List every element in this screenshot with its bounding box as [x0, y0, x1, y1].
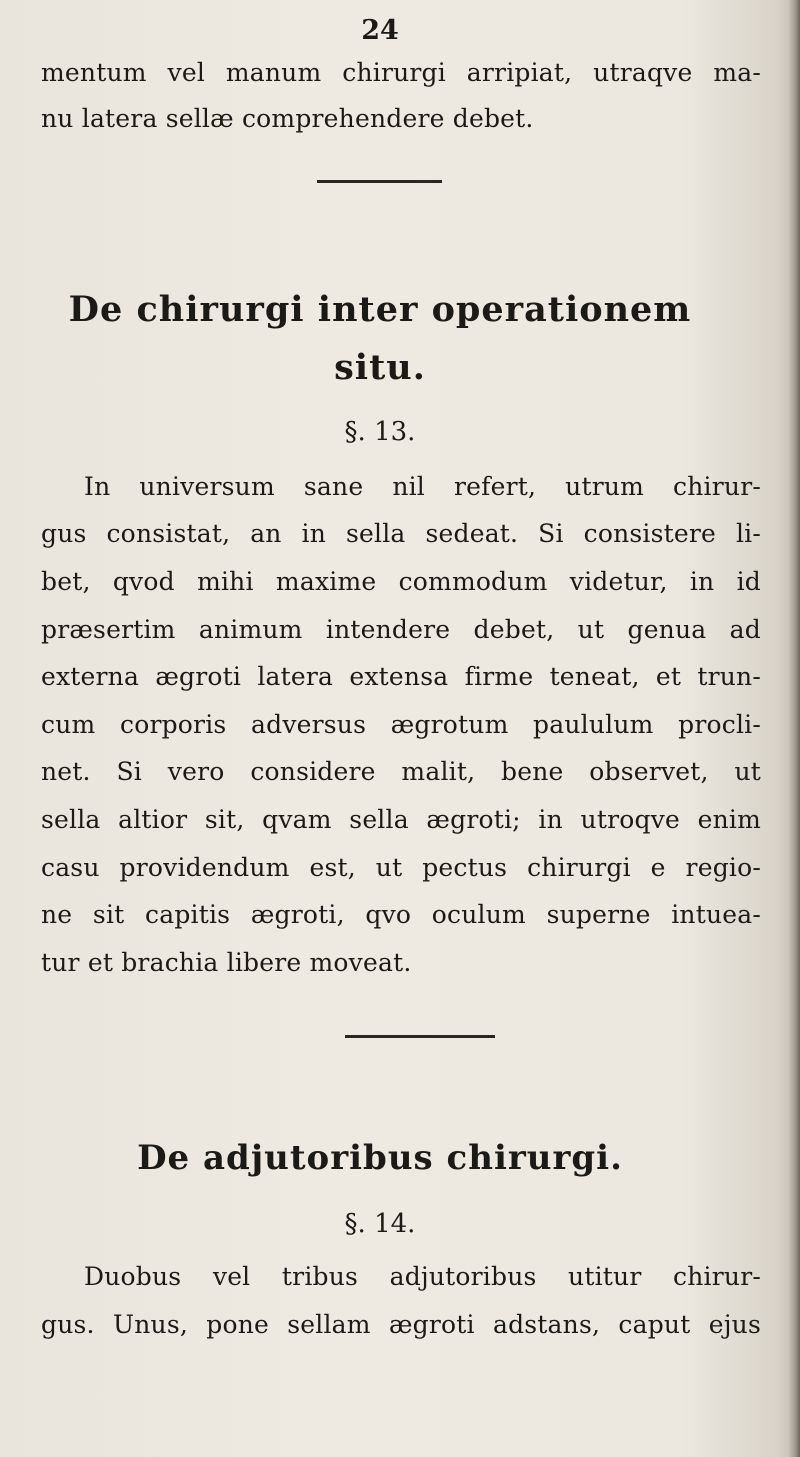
chapter-heading: De chirurgi inter operationem: [68, 289, 692, 330]
chapter-heading: De adjutoribus chirurgi.: [137, 1138, 623, 1178]
paragraph-line: ne sit capitis ægroti, qvo oculum superne intuea-: [41, 900, 761, 929]
section-divider: [317, 180, 442, 183]
text-line: nu latera sellæ comprehendere debet.: [41, 104, 534, 133]
section-number: §. 13.: [344, 417, 416, 447]
paragraph-line: net. Si vero considere malit, bene observet, ut: [41, 757, 761, 786]
paragraph-line: Duobus vel tribus adjutoribus utitur chirur-: [84, 1262, 761, 1291]
page-edge-shadow: [788, 0, 800, 1457]
paragraph-line: bet, qvod mihi maxime commodum videtur, in id: [41, 567, 761, 596]
paragraph-line: casu providendum est, ut pectus chirurgi e regio-: [41, 853, 761, 882]
section-divider: [345, 1035, 495, 1038]
page-number: 24: [361, 15, 399, 46]
section-number: §. 14.: [344, 1209, 416, 1239]
chapter-heading-continued: situ.: [334, 347, 426, 388]
paragraph-line: gus. Unus, pone sellam ægroti adstans, caput ejus: [41, 1310, 761, 1339]
paragraph-line: tur et brachia libere moveat.: [41, 948, 412, 977]
paragraph-line: præsertim animum intendere debet, ut genua ad: [41, 615, 761, 644]
paragraph-line: externa ægroti latera extensa firme teneat, et trun-: [41, 662, 761, 691]
paragraph-line: gus consistat, an in sella sedeat. Si consistere li-: [41, 519, 761, 548]
paragraph-line: In universum sane nil refert, utrum chirur-: [84, 472, 761, 501]
text-line: mentum vel manum chirurgi arripiat, utraqve ma-: [41, 58, 761, 87]
paragraph-line: sella altior sit, qvam sella ægroti; in utroqve enim: [41, 805, 761, 834]
paragraph-line: cum corporis adversus ægrotum paululum procli-: [41, 710, 761, 739]
